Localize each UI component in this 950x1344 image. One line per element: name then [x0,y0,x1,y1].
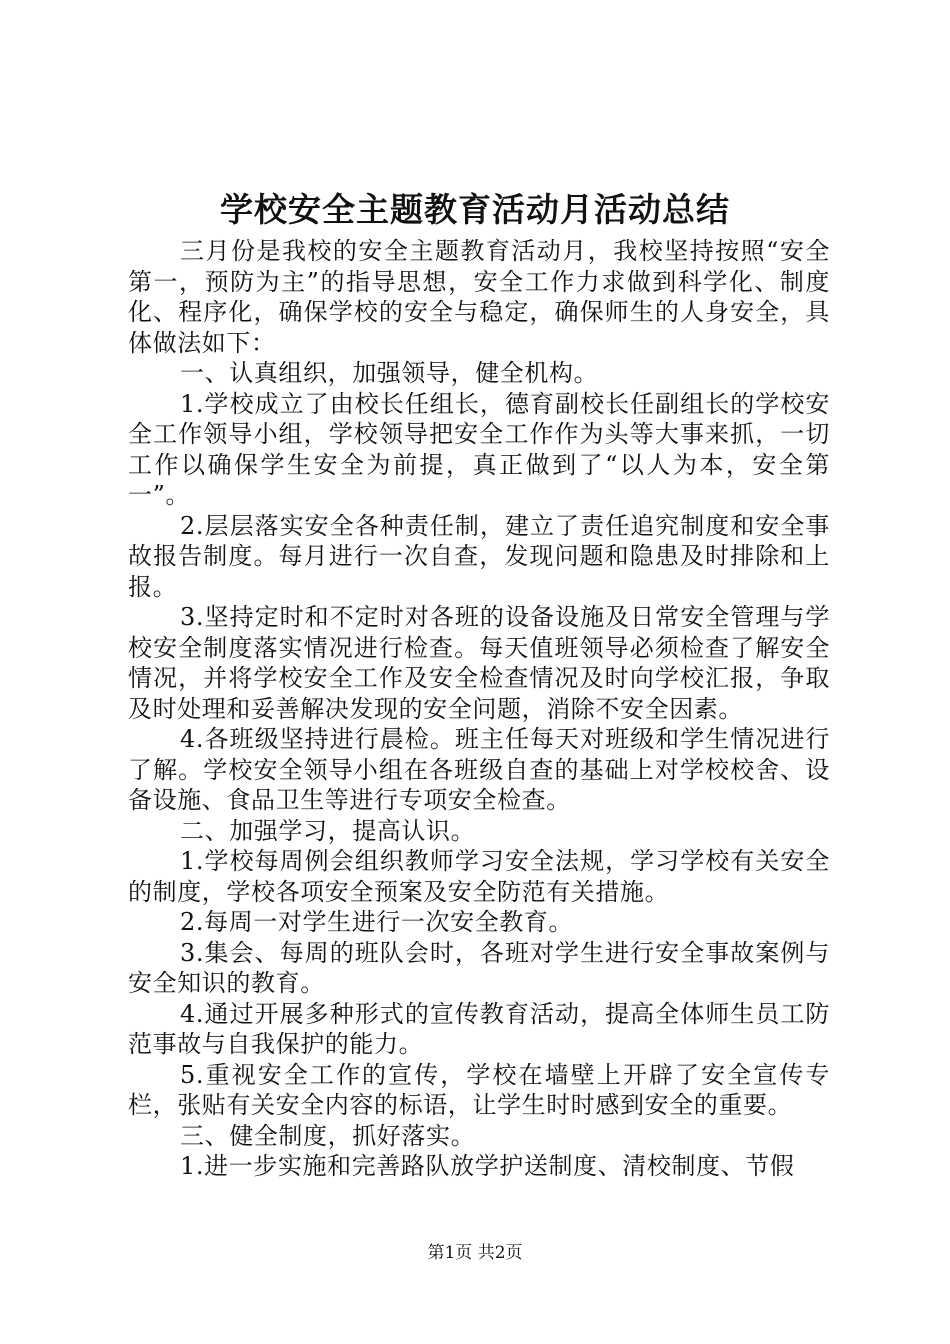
paragraph: 4.各班级坚持进行晨检。班主任每天对班级和学生情况进行了解。学校安全领导小组在各班级自查的基础上对学校校舍、设备设施、食品卫生等进行专项安全检查。 [128,725,830,814]
document-body [128,236,830,1182]
section-heading: 二、加强学习，提高认识。 [180,816,476,845]
paragraph: 1.学校成立了由校长任组长，德育副校长任副组长的学校安全工作领导小组，学校领导把安全工作作为头等大事来抓，一切工作以确保学生安全为前提，真正做到了“以人为本，安全第一”。 [128,389,830,509]
paragraph: 5.重视安全工作的宣传，学校在墙壁上开辟了安全宣传专栏，张贴有关安全内容的标语，让学生时时感到安全的重要。 [128,1060,830,1119]
paragraph: 3.集会、每周的班队会时，各班对学生进行安全事故案例与安全知识的教育。 [128,938,830,997]
paragraph: 1.进一步实施和完善路队放学护送制度、清校制度、节假 [180,1152,795,1180]
page-number-footer: 第1页 共2页 [427,1243,523,1263]
paragraph: 3.坚持定时和不定时对各班的设备设施及日常安全管理与学校安全制度落实情况进行检查。每天值班领导必须检查了解安全情况，并将学校安全工作及安全检查情况及时向学校汇报，争取及时处理和妥善解决发现的安全问题，消除不安全因素。 [128,603,830,723]
paragraph: 4.通过开展多种形式的宣传教育活动，提高全体师生员工防范事故与自我保护的能力。 [128,999,830,1058]
section-heading: 一、认真组织，加强领导，健全机构。 [180,359,599,387]
paragraph: 1.学校每周例会组织教师学习安全法规，学习学校有关安全的制度，学校各项安全预案及安全防范有关措施。 [128,847,830,906]
paragraph: 2.每周一对学生进行一次安全教育。 [180,908,574,936]
paragraph: 2.层层落实安全各种责任制，建立了责任追究制度和安全事故报告制度。每月进行一次自查，发现问题和隐患及时排除和上报。 [128,511,830,601]
paragraph: 三月份是我校的安全主题教育活动月，我校坚持按照“安全第一，预防为主”的指导思想，安全工作力求做到科学化、制度化、程序化，确保学校的安全与稳定，确保师生的人身安全，具体做法如下： [128,237,830,357]
document-title: 学校安全主题教育活动月活动总结 [220,190,730,229]
section-heading: 三、健全制度，抓好落实。 [180,1121,476,1150]
